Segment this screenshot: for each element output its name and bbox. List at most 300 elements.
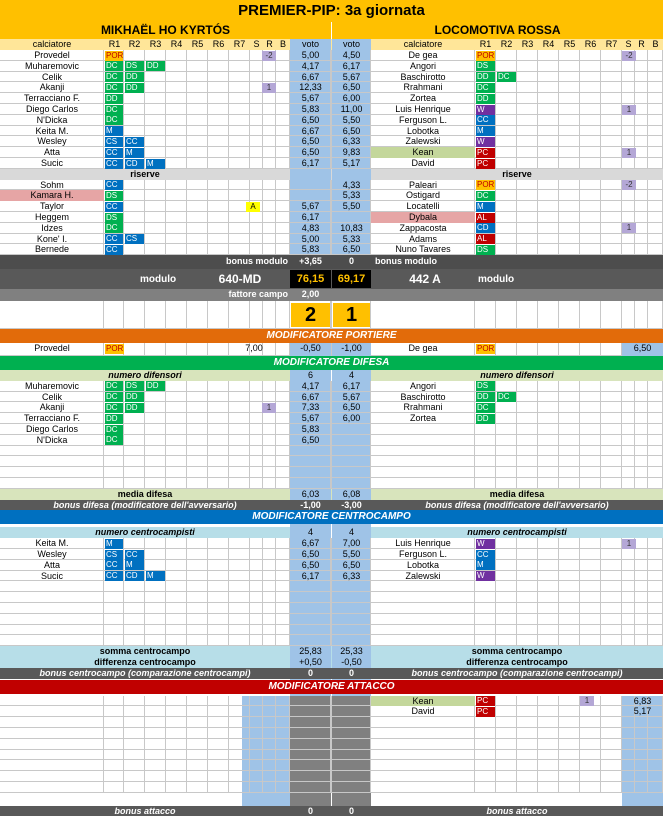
grid-cell <box>559 180 580 191</box>
grid-cell <box>166 750 187 761</box>
grid-cell <box>208 614 229 625</box>
role-badge: CC <box>105 148 123 158</box>
grid-cell <box>622 402 635 413</box>
grid-cell <box>580 467 601 478</box>
grid-cell <box>290 592 331 603</box>
grid-cell <box>496 592 517 603</box>
grid-cell <box>145 728 166 739</box>
grid-cell <box>124 212 145 223</box>
grid-cell <box>187 180 208 191</box>
grid-cell <box>208 424 229 435</box>
grid-cell <box>538 413 559 424</box>
grid-cell <box>124 478 145 489</box>
player-name: Keita M. <box>35 125 69 136</box>
portiere-away-voto: 6,50 <box>633 343 652 354</box>
grid-cell <box>145 50 166 61</box>
player-voto <box>290 180 331 191</box>
grid-cell <box>263 158 276 169</box>
player-voto <box>290 190 331 201</box>
grid-cell <box>580 549 601 560</box>
role-badge: CC <box>105 202 123 212</box>
grid-cell <box>371 456 475 467</box>
grid-cell <box>166 467 187 478</box>
grid-cell <box>187 571 208 582</box>
grid-cell <box>538 381 559 392</box>
grid-cell <box>145 456 166 467</box>
grid-cell <box>145 739 166 750</box>
grid-cell <box>124 126 145 137</box>
player-voto: 7,33 <box>301 402 320 413</box>
grid-cell <box>622 728 635 739</box>
player-name: Provedel <box>34 50 70 60</box>
grid-cell <box>580 301 601 329</box>
grid-cell <box>124 760 145 771</box>
grid-cell <box>187 115 208 126</box>
grid-cell <box>496 190 517 201</box>
role-badge: DC <box>497 72 516 82</box>
player-voto: 11,00 <box>340 104 363 114</box>
grid-cell <box>622 571 635 582</box>
grid-cell <box>371 750 475 761</box>
player-voto: 5,50 <box>342 549 361 559</box>
grid-cell <box>496 538 517 549</box>
role-badge: DD <box>476 414 495 424</box>
grid-cell <box>166 190 187 201</box>
grid-cell <box>622 750 635 761</box>
num-centrocampisti-label: numero centrocampisti <box>467 527 567 538</box>
grid-cell <box>622 212 635 223</box>
grid-cell <box>250 696 263 707</box>
grid-cell <box>166 381 187 392</box>
grid-cell <box>145 635 166 646</box>
grid-cell <box>635 456 648 467</box>
grid-cell <box>475 771 496 782</box>
grid-cell <box>229 782 250 793</box>
grid-cell <box>263 592 276 603</box>
grid-cell <box>166 581 187 592</box>
grid-cell <box>517 592 538 603</box>
grid-cell <box>250 301 263 329</box>
yellow-card: A <box>246 202 260 212</box>
grid-cell <box>635 750 648 761</box>
grid-cell <box>648 234 663 245</box>
grid-cell <box>166 538 187 549</box>
grid-cell <box>104 581 124 592</box>
grid-cell <box>648 614 663 625</box>
grid-cell <box>622 381 635 392</box>
grid-cell <box>208 50 229 61</box>
grid-cell <box>104 467 124 478</box>
grid-cell <box>559 381 580 392</box>
grid-cell <box>250 750 263 761</box>
grid-cell <box>538 760 559 771</box>
grid-cell <box>517 402 538 413</box>
away-score: 1 <box>345 304 358 327</box>
grid-cell <box>263 538 276 549</box>
grid-cell <box>517 223 538 234</box>
grid-cell <box>124 782 145 793</box>
grid-cell <box>648 136 663 147</box>
grid-cell <box>559 50 580 61</box>
home-bonus-modulo: +3,65 <box>299 256 322 267</box>
role-badge: DD <box>476 392 495 402</box>
grid-cell <box>263 782 276 793</box>
player-voto: 6,50 <box>342 559 361 570</box>
grid-cell <box>263 93 276 104</box>
player-voto: 5,17 <box>342 158 361 168</box>
grid-cell <box>104 782 124 793</box>
voto-header: voto <box>301 39 319 49</box>
grid-cell <box>622 592 635 603</box>
grid-cell <box>124 104 145 115</box>
grid-cell <box>187 771 208 782</box>
grid-cell <box>332 760 371 771</box>
grid-cell <box>208 343 229 356</box>
grid-cell <box>250 234 263 245</box>
grid-cell <box>229 549 250 560</box>
grid-cell <box>601 343 622 356</box>
grid-cell <box>475 424 496 435</box>
grid-cell <box>559 301 580 329</box>
grid-cell <box>250 635 263 646</box>
grid-cell <box>229 234 250 245</box>
grid-cell <box>229 424 250 435</box>
player-voto: 6,33 <box>342 570 361 581</box>
grid-cell <box>538 446 559 457</box>
grid-cell <box>166 706 187 717</box>
grid-cell <box>559 750 580 761</box>
grid-cell <box>166 126 187 137</box>
grid-cell <box>517 424 538 435</box>
home-bonus-attacco: 0 <box>307 805 313 816</box>
portiere-home-mod: -0,50 <box>300 343 321 354</box>
grid-cell <box>538 136 559 147</box>
grid-cell <box>166 104 187 115</box>
grid-cell <box>124 717 145 728</box>
grid-cell <box>263 446 276 457</box>
grid-cell <box>538 72 559 83</box>
grid-cell <box>496 82 517 93</box>
grid-cell <box>517 93 538 104</box>
role-badge: DS <box>125 381 144 391</box>
grid-cell <box>622 446 635 457</box>
role-badge: DC <box>105 61 123 71</box>
grid-cell <box>601 115 622 126</box>
grid-cell <box>517 696 538 707</box>
grid-cell <box>648 413 663 424</box>
grid-cell <box>332 625 371 636</box>
grid-cell <box>580 392 601 403</box>
bonus-modulo-label: bonus modulo <box>226 256 288 267</box>
grid-cell <box>517 782 538 793</box>
home-media-difesa: 6,03 <box>301 488 320 499</box>
grid-cell <box>496 560 517 571</box>
grid-cell <box>580 717 601 728</box>
grid-cell <box>517 771 538 782</box>
player-voto: 4,33 <box>342 179 361 190</box>
grid-cell <box>229 760 250 771</box>
grid-cell <box>648 549 663 560</box>
player-voto: 6,17 <box>301 212 320 222</box>
grid-cell <box>0 696 104 707</box>
grid-cell <box>559 614 580 625</box>
grid-cell <box>187 223 208 234</box>
grid-cell <box>580 728 601 739</box>
grid-cell <box>0 603 104 614</box>
grid-cell <box>145 136 166 147</box>
grid-cell <box>229 402 250 413</box>
grid-cell <box>332 728 371 739</box>
grid-cell <box>648 478 663 489</box>
grid-cell <box>517 136 538 147</box>
grid-cell <box>250 549 263 560</box>
grid-cell <box>276 115 290 126</box>
grid-cell <box>208 223 229 234</box>
grid-cell <box>166 717 187 728</box>
grid-cell <box>229 136 250 147</box>
grid-cell <box>538 635 559 646</box>
grid-cell <box>648 61 663 72</box>
grid-cell <box>0 739 104 750</box>
role-badge: CD <box>476 223 495 233</box>
grid-cell <box>601 201 622 212</box>
player-name: Zortea <box>409 93 436 104</box>
grid-cell <box>559 158 580 169</box>
grid-cell <box>371 771 475 782</box>
grid-cell <box>635 381 648 392</box>
grid-cell <box>104 614 124 625</box>
grid-cell <box>371 760 475 771</box>
grid-cell <box>475 581 496 592</box>
grid-cell <box>496 728 517 739</box>
grid-cell <box>166 635 187 646</box>
grid-cell <box>538 592 559 603</box>
grid-cell <box>635 592 648 603</box>
grid-cell <box>622 581 635 592</box>
grid-cell <box>538 456 559 467</box>
grid-cell <box>276 467 290 478</box>
away-bonus-attacco: 0 <box>348 805 354 816</box>
role-badge: M <box>146 159 165 169</box>
grid-cell <box>601 456 622 467</box>
grid-cell <box>0 750 104 761</box>
grid-cell <box>145 549 166 560</box>
grid-cell <box>635 717 648 728</box>
grid-cell <box>166 93 187 104</box>
grid-cell <box>648 625 663 636</box>
grid-cell <box>290 771 331 782</box>
grid-cell <box>229 750 250 761</box>
grid-cell <box>276 603 290 614</box>
grid-cell <box>601 571 622 582</box>
role-badge: DD <box>476 72 495 82</box>
grid-cell <box>601 234 622 245</box>
player-voto <box>332 212 371 223</box>
grid-cell <box>601 223 622 234</box>
grid-cell <box>187 234 208 245</box>
role-badge: W <box>476 539 495 549</box>
grid-cell <box>187 93 208 104</box>
player-name: Atta <box>43 147 60 158</box>
grid-cell <box>187 244 208 255</box>
grid-cell <box>290 446 331 457</box>
grid-cell <box>290 625 331 636</box>
role-badge: CC <box>125 550 144 560</box>
grid-cell <box>559 126 580 137</box>
grid-cell <box>517 560 538 571</box>
s-header: S <box>625 39 632 49</box>
grid-cell <box>538 82 559 93</box>
grid-cell <box>332 592 371 603</box>
player-voto: 6,50 <box>342 402 361 413</box>
player-name: Akanji <box>39 82 65 93</box>
player-name: Kean <box>412 695 434 706</box>
grid-cell <box>559 115 580 126</box>
grid-cell <box>187 614 208 625</box>
grid-cell <box>635 190 648 201</box>
round-header: R5 <box>563 39 576 49</box>
grid-cell <box>208 93 229 104</box>
grid-cell <box>635 136 648 147</box>
grid-cell <box>601 706 622 717</box>
role-badge: AL <box>476 213 495 223</box>
grid-cell <box>559 592 580 603</box>
grid-cell <box>145 104 166 115</box>
num-difensori-label: numero difensori <box>480 370 554 380</box>
grid-cell <box>601 126 622 137</box>
grid-cell <box>208 201 229 212</box>
grid-cell <box>166 424 187 435</box>
grid-cell <box>601 782 622 793</box>
grid-cell <box>0 717 104 728</box>
role-badge: CC <box>105 234 123 244</box>
player-voto: 6,50 <box>301 147 320 158</box>
grid-cell <box>250 456 263 467</box>
grid-cell <box>559 782 580 793</box>
portiere-away-name: De gea <box>408 343 438 354</box>
player-voto: 6,17 <box>301 158 320 168</box>
player-name: Angori <box>409 380 436 391</box>
grid-cell <box>648 147 663 158</box>
player-name: Muharemovic <box>24 380 80 391</box>
grid-cell <box>263 739 276 750</box>
grid-cell <box>0 760 104 771</box>
grid-cell <box>124 180 145 191</box>
grid-cell <box>290 456 331 467</box>
role-badge: PC <box>476 148 495 158</box>
role-badge: DD <box>476 94 495 104</box>
grid-cell <box>263 614 276 625</box>
grid-cell <box>229 223 250 234</box>
grid-cell <box>263 136 276 147</box>
attacco-section-title: MODIFICATORE ATTACCO <box>0 680 663 694</box>
grid-cell <box>250 581 263 592</box>
differenza-centrocampo-label: differenza centrocampo <box>94 657 196 667</box>
grid-cell <box>263 625 276 636</box>
grid-cell <box>517 104 538 115</box>
grid-cell <box>538 158 559 169</box>
grid-cell <box>229 706 250 717</box>
player-name: David <box>411 706 435 717</box>
calciatore-header: calciatore <box>32 39 72 49</box>
grid-cell <box>145 72 166 83</box>
grid-cell <box>580 244 601 255</box>
grid-cell <box>276 190 290 201</box>
grid-cell <box>166 456 187 467</box>
role-badge: CC <box>105 159 123 169</box>
grid-cell <box>208 739 229 750</box>
grid-cell <box>263 467 276 478</box>
grid-cell <box>290 467 331 478</box>
grid-cell <box>166 782 187 793</box>
grid-cell <box>250 223 263 234</box>
grid-cell <box>276 413 290 424</box>
grid-cell <box>496 234 517 245</box>
role-badge: PC <box>476 707 495 717</box>
role-badge: W <box>476 571 495 581</box>
grid-cell <box>250 424 263 435</box>
grid-cell <box>517 413 538 424</box>
grid-cell <box>517 625 538 636</box>
grid-cell <box>622 560 635 571</box>
grid-cell <box>0 592 104 603</box>
grid-cell <box>496 212 517 223</box>
bonus-modulo-label: bonus modulo <box>375 256 437 267</box>
grid-cell <box>635 223 648 234</box>
grid-cell <box>332 456 371 467</box>
grid-cell <box>559 603 580 614</box>
grid-cell <box>0 301 104 329</box>
grid-cell <box>538 201 559 212</box>
grid-cell <box>145 424 166 435</box>
role-badge: POR <box>477 343 495 353</box>
grid-cell <box>496 381 517 392</box>
grid-cell <box>601 392 622 403</box>
grid-cell <box>250 435 263 446</box>
grid-cell <box>538 190 559 201</box>
grid-cell <box>580 82 601 93</box>
role-badge: AL <box>476 234 495 244</box>
grid-cell <box>538 771 559 782</box>
b-header: B <box>279 39 286 49</box>
grid-cell <box>250 728 263 739</box>
grid-cell <box>517 538 538 549</box>
grid-cell <box>290 750 331 761</box>
grid-cell <box>229 635 250 646</box>
grid-cell <box>496 456 517 467</box>
centrocampo-section-title: MODIFICATORE CENTROCAMPO <box>0 510 663 524</box>
grid-cell <box>635 61 648 72</box>
grid-cell <box>229 72 250 83</box>
grid-cell <box>371 301 475 329</box>
grid-cell <box>538 180 559 191</box>
player-name: Rrahmani <box>403 82 443 93</box>
role-badge: W <box>476 105 495 115</box>
grid-cell <box>601 739 622 750</box>
grid-cell <box>208 571 229 582</box>
away-somma-centrocampo: 25,33 <box>340 646 363 657</box>
player-name: Angori <box>409 60 436 71</box>
grid-cell <box>538 696 559 707</box>
grid-cell <box>580 413 601 424</box>
grid-cell <box>187 343 208 356</box>
grid-cell <box>517 717 538 728</box>
grid-cell <box>208 549 229 560</box>
grid-cell <box>635 72 648 83</box>
grid-cell <box>124 625 145 636</box>
grid-cell <box>601 104 622 115</box>
grid-cell <box>517 343 538 356</box>
